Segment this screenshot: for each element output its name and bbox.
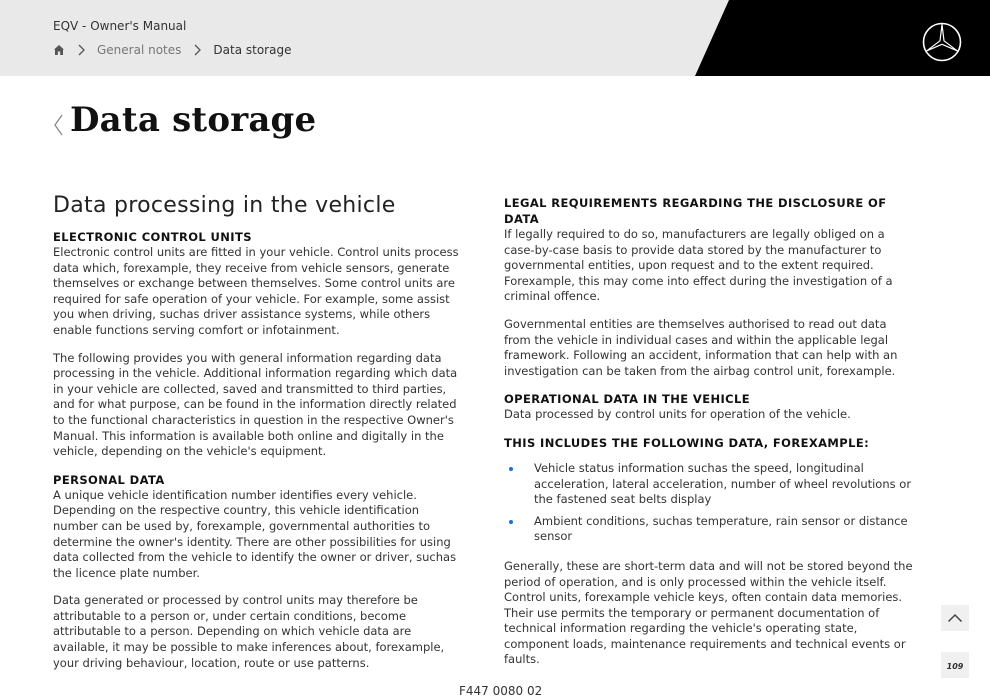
svg-text:109: 109 bbox=[946, 662, 964, 671]
mercedes-star-logo bbox=[922, 22, 962, 62]
list-item: Vehicle status information suchas the speed, longitudinal acceleration, lateral acceleration, number of wheel revolutions or the fastened seat belts display bbox=[504, 461, 916, 508]
page-badge-icon bbox=[946, 658, 964, 672]
home-icon[interactable] bbox=[53, 44, 65, 56]
header-bar bbox=[0, 0, 990, 76]
personal-data-heading: PERSONAL DATA bbox=[53, 472, 165, 487]
includes-data-heading: THIS INCLUDES THE FOLLOWING DATA, FOREXAMPLE: bbox=[504, 435, 870, 450]
operational-data-text: Data processed by control units for operation of the vehicle. bbox=[504, 407, 851, 422]
list-item: Ambient conditions, suchas temperature, rain sensor or distance sensor bbox=[504, 514, 916, 545]
bullet-dot-icon bbox=[509, 467, 513, 471]
breadcrumb-data-storage: Data storage bbox=[213, 43, 292, 57]
breadcrumb-general-notes[interactable]: General notes bbox=[97, 43, 182, 57]
breadcrumb bbox=[53, 42, 291, 58]
personal-data-text: A unique vehicle identification number identifies every vehicle. Depending on the respective country, this vehicle identification number can be used by, forexample, governmental authorities to determine the owner's identity. There are other possibilities for using data collected from the vehicle to identify the owner or driver, suchas the licence plate number. bbox=[53, 487, 457, 580]
legal-requirements-heading: LEGAL REQUIREMENTS REGARDING THE DISCLOSURE OF DATA bbox=[504, 196, 887, 226]
operational-data-heading: OPERATIONAL DATA IN THE VEHICLE bbox=[504, 392, 751, 407]
bullet-dot-icon bbox=[509, 520, 513, 524]
governmental-entities-text: Governmental entities are themselves authorised to read out data from the vehicle in individual cases and within the applicable legal framework. Following an accident, information that can help with an investigation can be taken from the airbag control unit, forexample. bbox=[504, 316, 898, 378]
electronic-control-units-text: Electronic control units are fitted in your vehicle. Control units process data which, forexample, they receive from vehicle sensors, generate themselves or exchange between themselves. Some control units are required for safe operation of your vehicle. For example, some assist you when driving, suchas driver assistance systems, while others enable functions serving comfort or infotainment. bbox=[53, 245, 459, 337]
right-column bbox=[504, 195, 916, 680]
manual-title: EQV - Owner's Manual bbox=[53, 19, 187, 33]
general-information-text: The following provides you with general information regarding data processing in the vehicle. Additional information regarding which data in your vehicle are collected, saved and transmitted to third parties, and for what purpose, can be found in the information directly related to the functional characteristics in question in the respective Owner's Manual. This information is available both online and digitally in the vehicle, depending on the vehicle's equipment. bbox=[53, 350, 458, 459]
section-title: Data processing in the vehicle bbox=[53, 193, 396, 218]
chevron-right-icon bbox=[77, 44, 85, 56]
chevron-up-icon bbox=[947, 613, 963, 623]
back-chevron-icon[interactable] bbox=[52, 113, 64, 137]
chevron-right-icon bbox=[193, 44, 201, 56]
footer-code: F447 0080 02 bbox=[459, 684, 543, 698]
legal-requirements-text: If legally required to do so, manufacturers are legally obliged on a case-by-case basis to provide data stored by the manufacturer to governmental entities, upon request and to the extent required. Forexample, this may come into effect during the investigation of a criminal offence. bbox=[504, 227, 893, 304]
data-generated-text: Data generated or processed by control units may therefore be attributable to a person or, under certain conditions, become attributable to a person. Depending on which vehicle data are available, it may be possible to make inferences about, forexample, your driving behaviour, location, route or use patterns. bbox=[53, 593, 445, 670]
scroll-to-top-button[interactable] bbox=[941, 605, 969, 631]
electronic-control-units-heading: ELECTRONIC CONTROL UNITS bbox=[53, 230, 252, 244]
generally-text: Generally, these are short-term data and will not be stored beyond the period of operation, and is only processed within the vehicle itself. Control units, forexample vehicle keys, often contain data memories. Their use permits the temporary or permanent documentation of technical information regarding the vehicle's operating state, component loads, maintenance requirements and technical events or faults. bbox=[504, 558, 913, 667]
page-title: Data storage bbox=[70, 100, 317, 140]
page-number-badge[interactable] bbox=[941, 652, 969, 678]
operational-data-list bbox=[504, 461, 916, 545]
left-column bbox=[53, 193, 465, 683]
